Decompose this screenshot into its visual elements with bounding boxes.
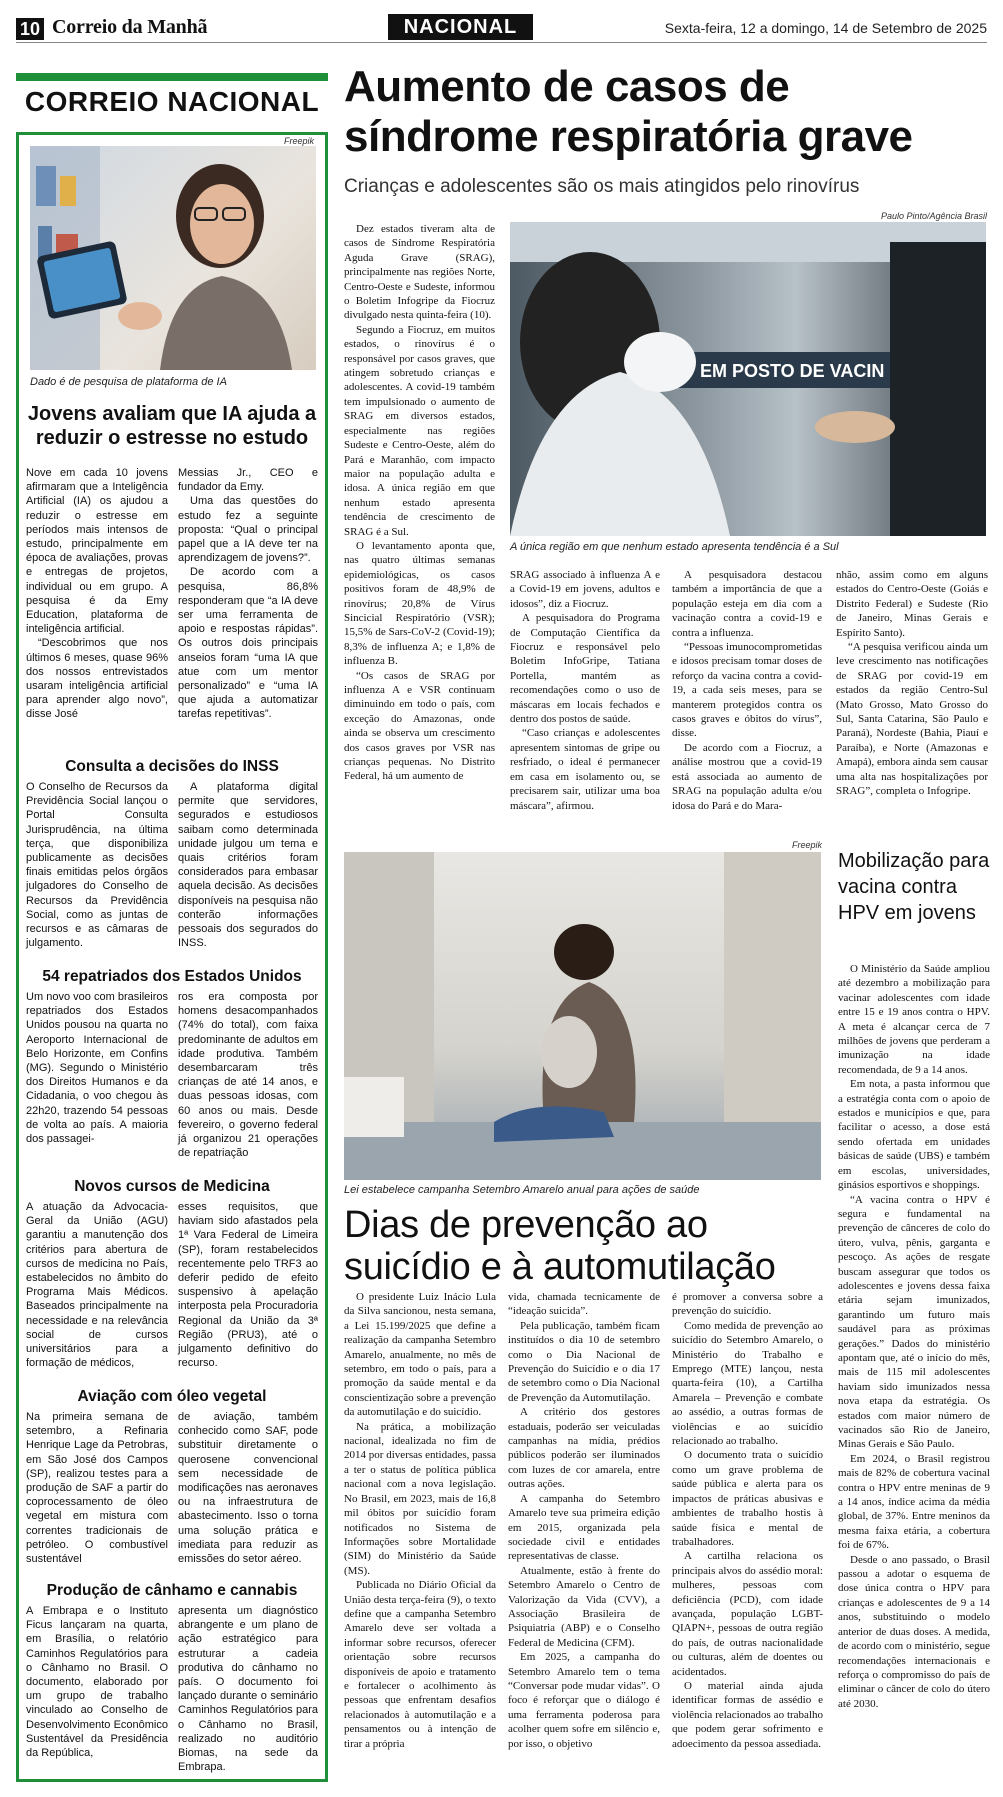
hpv-headline: Mobilização para vacina contra HPV em jovens <box>838 850 990 924</box>
paragraph: Publicada no Diário Oficial da União desta terça-feira (9), o texto define que a campanha Setembro Amarelo deve ser voltada a informar sobre recursos, oferecer orientação sobre recursos disponíveis de apoio e tratamento e fortalecer o acolhimento às pessoas que enfrentam desafios relacionados à automutilação e a pensamentos ou à intenção de tirar a própria <box>344 1579 496 1750</box>
paragraph: “A vacina contra o HPV é segura e fundamental na prevenção de cânceres de colo do útero, vulva, pênis, garganta e pescoço. As ações de resgate buscam assegurar que todos os adolescentes e jovens dessa faixa etária sejam imunizados, garantindo um futuro mais saudável para as próximas gerações.” Dados do ministério apontam que, até o início do mês, mais de 115 mil adolescentes haviam sido imunizados nessa nova etapa da estratégia. Os estados com maior número de vacinados são Rio de Janeiro, Minas Gerais e São Paulo. <box>838 1193 990 1451</box>
brief-col-2: A plataforma digital permite que servidores, segurados e estudiosos saibam como determinada unidade julgou um tema e quais critérios foram considerados para embasar aquela decisão. As decisões disponíveis na pesquisa não conterão informações pessoais dos segurados do INSS. <box>178 781 318 950</box>
section-label: NACIONAL <box>388 14 533 40</box>
paragraph: é promover a conversa sobre a prevenção do suicídio. <box>672 1291 823 1318</box>
paragraph: SRAG associado à influenza A e a Covid-19 em jovens, adultos e idosos”, diz a Fiocruz. <box>510 569 660 610</box>
brief-col-1: O Conselho de Recursos da Previdência Social lançou o Portal Consulta Jurisprudência, na última terça, que disponibiliza publicamente as decisões finais emitidas pelos órgãos julgadores do Conselho de Recursos da Previdência Social, como as juntas de recursos e as câmaras de julgamento. <box>26 781 168 950</box>
paragraph: A pesquisadora destacou também a importância de que a população esteja em dia com a vacinação contra a covid-19 e contra a influenza. <box>672 569 822 639</box>
paragraph: vida, chamada tecnicamente de “ideação suicida”. <box>508 1291 660 1318</box>
brief-col-1: Na primeira semana de setembro, a Refinaria Henrique Lage da Petrobras, em São José dos Campos (SP), realizou testes para a produção de SAF a partir do coprocessamento de óleo vegetal em mistura com correntes tradicionais de petróleo. O combustível sustentável <box>26 1411 168 1566</box>
suicide-headline: Dias de prevenção ao suicídio e à automutilação <box>344 1204 776 1288</box>
paragraph: A pesquisadora do Programa de Computação Científica da Fiocruz e responsável pelo Boletim InfoGripe, Tatiana Portella, mantém as recomendações como o uso de máscaras em locais fechados e dentro dos postos de saúde. <box>510 612 660 726</box>
brief-headline: Novos cursos de Medicina <box>74 1178 270 1195</box>
photo-caption: Dado é de pesquisa de plataforma de IA <box>30 376 227 388</box>
woman-tablet-photo <box>30 146 316 370</box>
brief-col-2: esses requisitos, que haviam sido afastados pela 1ª Vara Federal de Limeira (SP), foram restabelecidos recentemente pelo TRF3 ao deferir pedido de efeito suspensivo à apelação interposta pela Procuradoria Regional da União da 3ª Região (PRU3), até o julgamento definitivo do recurso. <box>178 1201 318 1370</box>
photo-sign-text: EM POSTO DE VACIN <box>700 361 885 381</box>
paragraph: Em nota, a pasta informou que a estratégia conta com o apoio de estados e municípios e que, para facilitar o acesso, a dose está sendo ofertada em unidades básicas de saúde (UBS) e também em escolas, universidades, ginásios esportivos e shoppings. <box>838 1078 990 1192</box>
main-subheadline: Crianças e adolescentes são os mais atingidos pelo rinovírus <box>344 176 860 197</box>
paragraph: A cartilha relaciona os principais alvos do assédio moral: mulheres, pessoas com deficiência (PCD), com idade avançada, população LGBT-QIAPN+, pessoas de outra região do país, de outras nacionalidade ou culturas, além de doentes ou acidentados. <box>672 1550 823 1678</box>
srag-col-4 <box>836 568 988 799</box>
paragraph: O presidente Luiz Inácio Lula da Silva sancionou, nesta semana, a Lei 15.199/2025 que define a realização da campanha Setembro Amarelo, anualmente, no mês de setembro, em todo o país, para a promoção da saúde mental e da conscientização sobre a prevenção da automutilação e do suicídio. <box>344 1291 496 1419</box>
paragraph: De acordo com a pesquisa, 86,8% responderam que “a IA deve ser uma ferramenta de apoio e respostas rápidas”. Os outros dois principais anseios foram “uma IA que atue com um mentor personalizado” e “uma IA que ajuda a automatizar tarefas repetitivas”. <box>178 566 318 721</box>
page-number: 10 <box>16 18 44 40</box>
paragraph: Como medida de prevenção ao suicídio do Setembro Amarelo, o Ministério do Trabalho e Emprego (MTE) lançou, nesta quarta-feira (10), a Cartilha Amarela – Prevenção e combate ao assédio, a outras formas de violências e ao suicídio relacionado ao trabalho. <box>672 1319 823 1448</box>
photo-credit: Freepik <box>284 136 315 146</box>
main-headline: Aumento de casos de síndrome respiratória grave <box>344 62 913 161</box>
column-title: CORREIO NACIONAL <box>24 86 320 117</box>
paragraph: O Ministério da Saúde ampliou até dezembro a mobilização para vacinar adolescentes com idade entre 15 e 19 anos contra o HPV. A meta é alcançar cerca de 7 milhões de jovens que perderam a imunização na idade recomendada, de 9 a 14 anos. <box>838 963 990 1076</box>
paragraph: “Os casos de SRAG por influenza A e VSR continuam diminuindo em todo o país, com exceção do Amazonas, onde ainda se observa um crescimento dos casos graves por VSR nas crianças pequenas. No Distrito Federal, há um aumento de <box>344 669 495 783</box>
issue-date: Sexta-feira, 12 a domingo, 14 de Setembro de 2025 <box>664 20 987 36</box>
paragraph: A critério dos gestores estaduais, poderão ser veiculadas campanhas na mídia, prédios públicos poderão ser iluminados com luzes de cor amarela, entre outras ações. <box>508 1406 660 1491</box>
suicide-col-3 <box>672 1290 823 1751</box>
paragraph: Desde o ano passado, o Brasil passou a adotar o esquema de dose única contra o HPV para crianças e adolescentes de 9 a 14 anos, substituindo o modelo anterior de duas doses. A medida, de acordo com o ministério, segue recomendações internacionais e reforça o compromisso do país de eliminar o câncer de colo do útero até 2030. <box>838 1553 990 1710</box>
paragraph: Messias Jr., CEO e fundador da Emy. <box>178 467 318 494</box>
brief-col-1: A Embrapa e o Instituto Ficus lançaram na quarta, em Brasília, o relatório Caminhos Regulatórios para o Cânhamo no Brasil. O documento, elaborado por um grupo de trabalho vinculado ao Conselho de Desenvolvimento Econômico Sustentável da Presidência da República, <box>26 1605 168 1760</box>
photo-caption: Lei estabelece campanha Setembro Amarelo anual para ações de saúde <box>344 1184 700 1196</box>
paragraph: Atualmente, estão à frente do Setembro Amarelo o Centro de Valorização da Vida (CVV), a Associação Brasileira de Psiquiatria (ABP) e o Conselho Federal de Medicina (CFM). <box>508 1564 660 1649</box>
brief-headline: Produção de cânhamo e cannabis <box>46 1582 298 1599</box>
vaccination-photo <box>510 222 986 536</box>
photo-credit: Paulo Pinto/Agência Brasil <box>880 211 987 221</box>
paragraph: O material ainda ajuda identificar formas de assédio e violência relacionados ao trabalho que podem gerar sofrimento e adoecimento da pessoa assediada. <box>672 1679 823 1750</box>
paragraph: “Caso crianças e adolescentes apresentem sintomas de gripe ou resfriado, o ideal é permanecer em casa em isolamento ou, se precisarem sair, utilizar uma boa máscara”, afirmou. <box>510 727 660 812</box>
paragraph: Segundo a Fiocruz, em muitos estados, o rinovírus é o responsável por casos graves, que atingem sobretudo crianças e adolescentes. A covid-19 também tem impulsionado o aumento de SRAG em diversos estados, especialmente nas regiões Sudeste e Centro-Oeste, além do Pará e Maranhão, com impacto maior na população adulta e idosa. A única região em que nenhum estado apresenta tendência de crescimento de SRAG é a Sul. <box>344 323 495 538</box>
paragraph: “A pesquisa verificou ainda um leve crescimento nas notificações de SRAG por covid-19 em estados da região Centro-Sul (Mato Grosso, Mato Grosso do Sul, Santa Catarina, São Paulo e Paraná), Nordeste (Bahia, Piauí e Paraíba), e Norte (Amazonas e Amapá), embora ainda sem causar uma alta nas hospitalizações por SRAG”, completa o Infogripe. <box>836 641 988 798</box>
brief-col-2: de aviação, também conhecido como SAF, pode substituir diretamente o querosene convencional sem necessidade de modificações nas aeronaves ou na infraestrutura de abastecimento. Isso o torna uma solução prática e imediata para reduzir as emissões do setor aéreo. <box>178 1411 318 1566</box>
header-rule <box>16 42 987 43</box>
suicide-col-2 <box>508 1290 660 1751</box>
lead-col-2 <box>178 466 318 722</box>
newspaper-name: Correio da Manhã <box>52 16 208 38</box>
suicide-col-1 <box>344 1290 496 1751</box>
paragraph: “Descobrimos que nos últimos 6 meses, quase 96% dos nossos entrevistados usaram inteligência artificial para aprender algo novo”, disse José <box>26 637 168 721</box>
green-rule <box>16 73 328 81</box>
lead-headline: Jovens avaliam que IA ajuda a reduzir o estresse no estudo <box>27 403 317 449</box>
srag-col-1 <box>344 222 495 784</box>
paragraph: Nove em cada 10 jovens afirmaram que a Inteligência Artificial (IA) os ajudou a reduzir o estresse em períodos mais intensos de estudo, principalmente em época de avaliações, provas e entregas de projetos, individual ou em grupo. A pesquisa é da Emy Education, plataforma de inteligência artificial. <box>26 467 168 636</box>
paragraph: O levantamento aponta que, nas quatro últimas semanas epidemiológicas, os casos positivos foram de 48,9% de rinovírus; 20,8% de Vírus Sincicial Respiratório (VSR); 15,5% de Sars-CoV-2 (Covid-19); 8,3% de influenza A; e 1,8% de influenza B. <box>344 539 495 668</box>
paragraph: Pela publicação, também ficam instituídos o dia 10 de setembro como o Dia Nacional de Prevenção do Suicídio e o dia 17 de setembro como o Dia Nacional de Prevenção da Automutilação. <box>508 1319 660 1404</box>
paragraph: Em 2025, a campanha do Setembro Amarelo tem o tema “Conversar pode mudar vidas”. O foco é reforçar que o diálogo é uma ferramenta poderosa para acolher quem sofre em silêncio e, por isso, o objetivo <box>508 1651 660 1750</box>
paragraph: Uma das questões do estudo fez a seguinte proposta: “Qual o principal papel que a IA deve ter na aprendizagem de jovens?”. <box>178 495 318 565</box>
photo-caption: A única região em que nenhum estado apresenta tendência é a Sul <box>510 541 839 553</box>
paragraph: “Pessoas imunocomprometidas e idosos precisam tomar doses de reforço da vacina contra a covid-19, a cada seis meses, para se manterem protegidos contra os casos graves e óbitos do vírus”, disse. <box>672 641 822 740</box>
paragraph: O documento trata o suicídio como um grave problema de saúde pública e alerta para os impactos de práticas abusivas e ambientes de trabalho hostis à saúde física e mental de trabalhadores. <box>672 1449 823 1548</box>
brief-col-2: apresenta um diagnóstico abrangente e um plano de ação estratégico para estruturar a cadeia produtiva do cânhamo no país. O documento foi lançado durante o seminário Caminhos Regulatórios para o Cânhamo no Brasil, realizado no auditório Biomas, na sede da Embrapa. <box>178 1605 318 1774</box>
brief-headline: Aviação com óleo vegetal <box>77 1388 267 1405</box>
brief-col-1: Um novo voo com brasileiros repatriados dos Estados Unidos pousou na quarta no Aeroporto Internacional de Belo Horizonte, em Confins (MG). Segundo o Ministério dos Direitos Humanos e da Cidadania, o voo chegou às 22h20, trazendo 54 pessoas de volta ao país. A maioria dos passagei- <box>26 991 168 1146</box>
paragraph: Dez estados tiveram alta de casos de Síndrome Respiratória Aguda Grave (SRAG), principalmente nas regiões Norte, Centro-Oeste e Sudeste, informou o Boletim Infogripe da Fiocruz divulgado nesta quinta-feira (10). <box>344 223 495 322</box>
srag-col-2 <box>510 568 660 813</box>
hpv-body <box>838 962 990 1711</box>
paragraph: Em 2024, o Brasil registrou mais de 82% de cobertura vacinal contra o HPV entre meninas de 9 a 14 anos, índice acima da média global, de 37%. Entre meninos da mesma faixa etária, a cobertura foi de 67%. <box>838 1452 990 1552</box>
photo-credit: Freepik <box>792 840 823 850</box>
srag-col-3 <box>672 568 822 813</box>
brief-headline: 54 repatriados dos Estados Unidos <box>42 968 302 985</box>
lead-col-1 <box>26 466 168 722</box>
paragraph: nhão, assim como em alguns estados do Centro-Oeste (Goiás e Distrito Federal) e Sudeste (Rio de Janeiro, Minas Gerais e Espírito Santo). <box>836 569 988 639</box>
paragraph: Na prática, a mobilização nacional, idealizada no fim de 2014 por diversas entidades, passa a ter o status de política pública nacional com a nova legislação. No Brasil, em 2023, mais de 16,8 mil óbitos por suicídio foram notificados no Sistema de Informações sobre Mortalidade (SIM) do Ministério da Saúde (MS). <box>344 1420 496 1577</box>
paragraph: A campanha do Setembro Amarelo teve sua primeira edição em 2015, organizada pela sociedade civil e entidades representativas de classe. <box>508 1492 660 1563</box>
paragraph: De acordo com a Fiocruz, a análise mostrou que a covid-19 está associada ao aumento de SRAG na população adulta e/ou idosa do Pará e do Mara- <box>672 741 822 812</box>
brief-col-2: ros era composta por homens desacompanhados (74% do total), com faixa predominante de adultos em idade produtiva. Também desembarcaram três crianças de até 14 anos, e duas pessoas idosas, com 60 anos ou mais. Desde fevereiro, o governo federal já organizou 21 operações de repatriação <box>178 991 318 1160</box>
brief-col-1: A atuação da Advocacia-Geral da União (AGU) garantiu a manutenção dos critérios para abertura de cursos de medicina no País, estabelecidos no âmbito do Programa Mais Médicos. Baseados principalmente na necessidade e na relevância social de cursos universitários para a formação de médicos, <box>26 1201 168 1370</box>
brief-headline: Consulta a decisões do INSS <box>65 758 279 775</box>
sad-child-photo <box>344 852 821 1180</box>
